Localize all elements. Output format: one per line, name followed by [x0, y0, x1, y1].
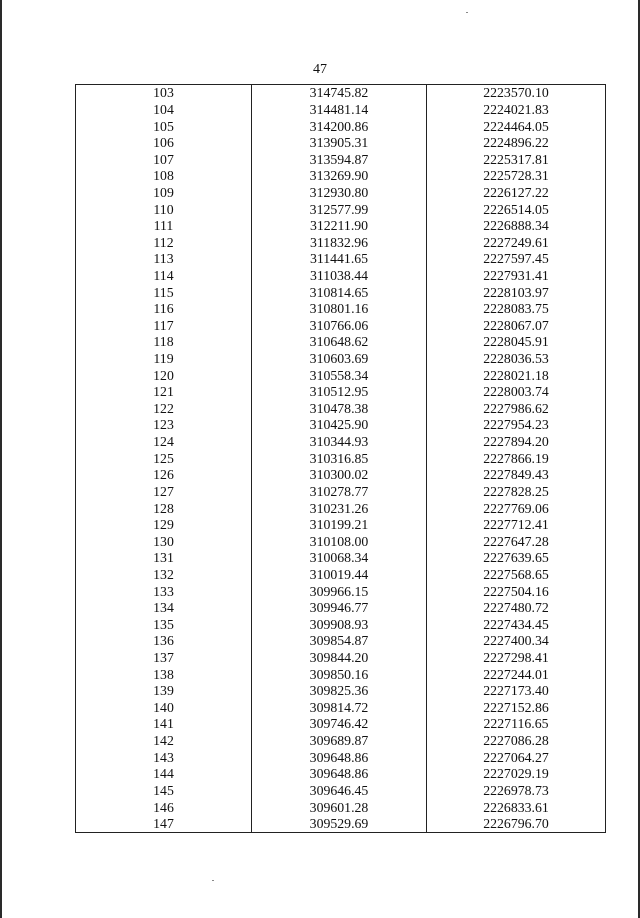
table-row: [76, 334, 606, 351]
x-coordinate-cell: 311441.65: [252, 251, 427, 268]
point-number-cell: 118: [76, 334, 252, 351]
x-coordinate-cell: 309850.16: [252, 666, 427, 683]
table-row: [76, 151, 606, 168]
point-number-cell: 139: [76, 683, 252, 700]
x-coordinate-cell: 309844.20: [252, 650, 427, 667]
table-row: [76, 351, 606, 368]
y-coordinate-cell: 2227986.62: [427, 401, 606, 418]
x-coordinate-cell: 314200.86: [252, 118, 427, 135]
y-coordinate-cell: 2227504.16: [427, 583, 606, 600]
table-row: [76, 135, 606, 152]
x-coordinate-cell: 310231.26: [252, 500, 427, 517]
point-number-cell: 129: [76, 517, 252, 534]
point-number-cell: 141: [76, 716, 252, 733]
table-row: [76, 783, 606, 800]
point-number-cell: 131: [76, 550, 252, 567]
table-row: [76, 168, 606, 185]
x-coordinate-cell: 310512.95: [252, 384, 427, 401]
y-coordinate-cell: 2227244.01: [427, 666, 606, 683]
table-row: [76, 567, 606, 584]
table-row: [76, 716, 606, 733]
table-row: [76, 201, 606, 218]
x-coordinate-cell: 314481.14: [252, 102, 427, 119]
table-row: [76, 450, 606, 467]
point-number-cell: 133: [76, 583, 252, 600]
table-row: [76, 600, 606, 617]
point-number-cell: 142: [76, 733, 252, 750]
table-row: [76, 417, 606, 434]
x-coordinate-cell: 309529.69: [252, 816, 427, 833]
table-row: [76, 318, 606, 335]
point-number-cell: 120: [76, 367, 252, 384]
point-number-cell: 130: [76, 533, 252, 550]
point-number-cell: 104: [76, 102, 252, 119]
y-coordinate-cell: 2227769.06: [427, 500, 606, 517]
x-coordinate-cell: 310019.44: [252, 567, 427, 584]
y-coordinate-cell: 2228003.74: [427, 384, 606, 401]
y-coordinate-cell: 2228036.53: [427, 351, 606, 368]
table-row: [76, 666, 606, 683]
y-coordinate-cell: 2224464.05: [427, 118, 606, 135]
point-number-cell: 137: [76, 650, 252, 667]
point-number-cell: 113: [76, 251, 252, 268]
point-number-cell: 145: [76, 783, 252, 800]
x-coordinate-cell: 311038.44: [252, 268, 427, 285]
point-number-cell: 135: [76, 617, 252, 634]
y-coordinate-cell: 2227894.20: [427, 434, 606, 451]
point-number-cell: 108: [76, 168, 252, 185]
point-number-cell: 110: [76, 201, 252, 218]
table-row: [76, 102, 606, 119]
y-coordinate-cell: 2227647.28: [427, 533, 606, 550]
point-number-cell: 103: [76, 85, 252, 102]
y-coordinate-cell: 2225317.81: [427, 151, 606, 168]
y-coordinate-cell: 2228021.18: [427, 367, 606, 384]
point-number-cell: 138: [76, 666, 252, 683]
point-number-cell: 127: [76, 484, 252, 501]
y-coordinate-cell: 2226978.73: [427, 783, 606, 800]
y-coordinate-cell: 2227152.86: [427, 700, 606, 717]
table-row: [76, 85, 606, 102]
point-number-cell: 122: [76, 401, 252, 418]
y-coordinate-cell: 2228045.91: [427, 334, 606, 351]
y-coordinate-cell: 2227434.45: [427, 617, 606, 634]
x-coordinate-cell: 312577.99: [252, 201, 427, 218]
y-coordinate-cell: 2228083.75: [427, 301, 606, 318]
y-coordinate-cell: 2227828.25: [427, 484, 606, 501]
x-coordinate-cell: 310558.34: [252, 367, 427, 384]
table-row: [76, 799, 606, 816]
table-row: [76, 583, 606, 600]
table-row: [76, 284, 606, 301]
point-number-cell: 121: [76, 384, 252, 401]
table-row: [76, 434, 606, 451]
table-row: [76, 218, 606, 235]
table-row: [76, 500, 606, 517]
x-coordinate-cell: 310603.69: [252, 351, 427, 368]
point-number-cell: 128: [76, 500, 252, 517]
table-row: [76, 633, 606, 650]
x-coordinate-cell: 309966.15: [252, 583, 427, 600]
point-number-cell: 147: [76, 816, 252, 833]
page-number: 47: [313, 62, 327, 77]
point-number-cell: 116: [76, 301, 252, 318]
y-coordinate-cell: 2227568.65: [427, 567, 606, 584]
point-number-cell: 144: [76, 766, 252, 783]
point-number-cell: 105: [76, 118, 252, 135]
point-number-cell: 125: [76, 450, 252, 467]
y-coordinate-cell: 2224021.83: [427, 102, 606, 119]
y-coordinate-cell: 2227954.23: [427, 417, 606, 434]
x-coordinate-cell: 313269.90: [252, 168, 427, 185]
point-number-cell: 124: [76, 434, 252, 451]
table-row: [76, 733, 606, 750]
point-number-cell: 119: [76, 351, 252, 368]
x-coordinate-cell: 310278.77: [252, 484, 427, 501]
y-coordinate-cell: 2227029.19: [427, 766, 606, 783]
table-row: [76, 533, 606, 550]
x-coordinate-cell: 309648.86: [252, 749, 427, 766]
table-row: [76, 650, 606, 667]
table-row: [76, 816, 606, 833]
y-coordinate-cell: 2227116.65: [427, 716, 606, 733]
point-number-cell: 112: [76, 234, 252, 251]
x-coordinate-cell: 310344.93: [252, 434, 427, 451]
x-coordinate-cell: 309746.42: [252, 716, 427, 733]
table-row: [76, 617, 606, 634]
point-number-cell: 143: [76, 749, 252, 766]
y-coordinate-cell: 2227931.41: [427, 268, 606, 285]
point-number-cell: 123: [76, 417, 252, 434]
point-number-cell: 132: [76, 567, 252, 584]
point-number-cell: 106: [76, 135, 252, 152]
y-coordinate-cell: 2226833.61: [427, 799, 606, 816]
table-row: [76, 550, 606, 567]
table-row: [76, 401, 606, 418]
x-coordinate-cell: 312930.80: [252, 185, 427, 202]
point-number-cell: 107: [76, 151, 252, 168]
point-number-cell: 136: [76, 633, 252, 650]
x-coordinate-cell: 310300.02: [252, 467, 427, 484]
table-row: [76, 683, 606, 700]
y-coordinate-cell: 2227849.43: [427, 467, 606, 484]
y-coordinate-cell: 2228067.07: [427, 318, 606, 335]
y-coordinate-cell: 2227639.65: [427, 550, 606, 567]
x-coordinate-cell: 313905.31: [252, 135, 427, 152]
x-coordinate-cell: 310199.21: [252, 517, 427, 534]
y-coordinate-cell: 2227249.61: [427, 234, 606, 251]
y-coordinate-cell: 2223570.10: [427, 85, 606, 102]
point-number-cell: 109: [76, 185, 252, 202]
x-coordinate-cell: 309908.93: [252, 617, 427, 634]
x-coordinate-cell: 309854.87: [252, 633, 427, 650]
y-coordinate-cell: 2227597.45: [427, 251, 606, 268]
table-row: [76, 118, 606, 135]
x-coordinate-cell: 310648.62: [252, 334, 427, 351]
x-coordinate-cell: 309825.36: [252, 683, 427, 700]
table-row: [76, 234, 606, 251]
x-coordinate-cell: 310766.06: [252, 318, 427, 335]
x-coordinate-cell: 310814.65: [252, 284, 427, 301]
x-coordinate-cell: 310478.38: [252, 401, 427, 418]
x-coordinate-cell: 310316.85: [252, 450, 427, 467]
y-coordinate-cell: 2227712.41: [427, 517, 606, 534]
table-row: [76, 301, 606, 318]
y-coordinate-cell: 2227298.41: [427, 650, 606, 667]
x-coordinate-cell: 314745.82: [252, 85, 427, 102]
y-coordinate-cell: 2227086.28: [427, 733, 606, 750]
table-row: [76, 251, 606, 268]
scan-speck: [212, 880, 214, 881]
y-coordinate-cell: 2226796.70: [427, 816, 606, 833]
point-number-cell: 146: [76, 799, 252, 816]
x-coordinate-cell: 309646.45: [252, 783, 427, 800]
coordinates-table-body: [76, 85, 606, 833]
x-coordinate-cell: 310068.34: [252, 550, 427, 567]
x-coordinate-cell: 312211.90: [252, 218, 427, 235]
y-coordinate-cell: 2226888.34: [427, 218, 606, 235]
x-coordinate-cell: 310108.00: [252, 533, 427, 550]
y-coordinate-cell: 2227064.27: [427, 749, 606, 766]
y-coordinate-cell: 2224896.22: [427, 135, 606, 152]
point-number-cell: 140: [76, 700, 252, 717]
table-row: [76, 700, 606, 717]
y-coordinate-cell: 2227400.34: [427, 633, 606, 650]
x-coordinate-cell: 309946.77: [252, 600, 427, 617]
table-row: [76, 185, 606, 202]
point-number-cell: 114: [76, 268, 252, 285]
table-row: [76, 467, 606, 484]
table-row: [76, 766, 606, 783]
y-coordinate-cell: 2226127.22: [427, 185, 606, 202]
coordinates-table: [75, 84, 606, 833]
table-row: [76, 268, 606, 285]
y-coordinate-cell: 2226514.05: [427, 201, 606, 218]
y-coordinate-cell: 2227173.40: [427, 683, 606, 700]
y-coordinate-cell: 2227480.72: [427, 600, 606, 617]
table-row: [76, 384, 606, 401]
point-number-cell: 115: [76, 284, 252, 301]
x-coordinate-cell: 309648.86: [252, 766, 427, 783]
scan-speck: [466, 12, 468, 13]
table-row: [76, 367, 606, 384]
table-row: [76, 484, 606, 501]
x-coordinate-cell: 309601.28: [252, 799, 427, 816]
point-number-cell: 117: [76, 318, 252, 335]
x-coordinate-cell: 309814.72: [252, 700, 427, 717]
y-coordinate-cell: 2227866.19: [427, 450, 606, 467]
table-row: [76, 749, 606, 766]
x-coordinate-cell: 309689.87: [252, 733, 427, 750]
x-coordinate-cell: 310801.16: [252, 301, 427, 318]
x-coordinate-cell: 311832.96: [252, 234, 427, 251]
x-coordinate-cell: 310425.90: [252, 417, 427, 434]
point-number-cell: 134: [76, 600, 252, 617]
table-row: [76, 517, 606, 534]
y-coordinate-cell: 2228103.97: [427, 284, 606, 301]
page-edge-left: [0, 0, 2, 918]
x-coordinate-cell: 313594.87: [252, 151, 427, 168]
point-number-cell: 126: [76, 467, 252, 484]
point-number-cell: 111: [76, 218, 252, 235]
y-coordinate-cell: 2225728.31: [427, 168, 606, 185]
